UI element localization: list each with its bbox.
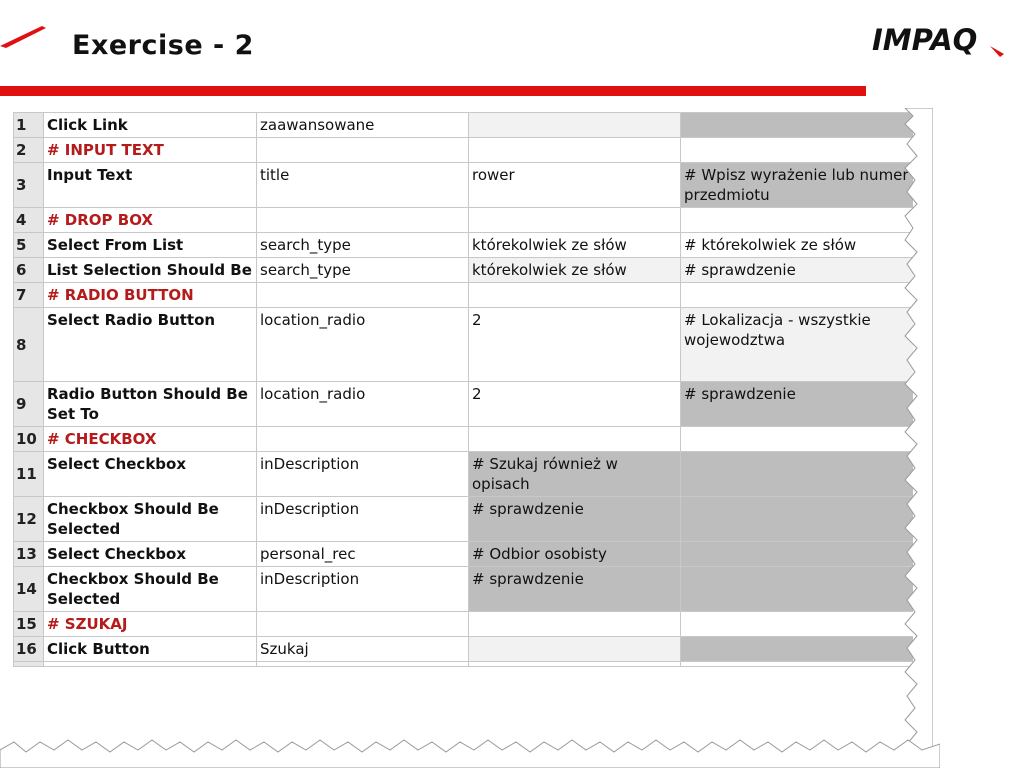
spreadsheet-snippet (13, 112, 913, 752)
section-comment-cell[interactable]: # INPUT TEXT (44, 138, 257, 163)
row-number: 12 (14, 497, 44, 542)
argument-cell[interactable] (469, 208, 681, 233)
keyword-cell[interactable]: Select Checkbox (44, 542, 257, 567)
argument-cell[interactable]: personal_rec (257, 542, 469, 567)
table-row (14, 258, 914, 283)
torn-edge-right (893, 108, 933, 758)
cutoff-cell (257, 662, 469, 667)
argument-cell[interactable] (681, 427, 914, 452)
table-row (14, 113, 914, 138)
section-comment-cell[interactable]: # DROP BOX (44, 208, 257, 233)
row-number: 15 (14, 612, 44, 637)
argument-cell[interactable]: rower (469, 163, 681, 208)
argument-cell[interactable]: inDescription (257, 497, 469, 542)
keyword-cell[interactable]: Input Text (44, 163, 257, 208)
argument-cell[interactable]: którekolwiek ze słów (469, 233, 681, 258)
argument-cell[interactable] (681, 138, 914, 163)
row-number: 8 (14, 308, 44, 382)
table-row (14, 637, 914, 662)
row-number: 6 (14, 258, 44, 283)
argument-cell[interactable]: 2 (469, 308, 681, 382)
row-number: 5 (14, 233, 44, 258)
table-row (14, 542, 914, 567)
table-row (14, 138, 914, 163)
argument-cell[interactable]: search_type (257, 233, 469, 258)
table-row (14, 163, 914, 208)
comment-cell[interactable]: # Szukaj również w opisach (469, 452, 681, 497)
table-row (14, 308, 914, 382)
argument-cell[interactable] (469, 283, 681, 308)
argument-cell[interactable] (681, 542, 914, 567)
argument-cell[interactable] (469, 113, 681, 138)
comment-cell[interactable]: # Lokalizacja - wszystkie wojewodztwa (681, 308, 914, 382)
section-comment-cell[interactable]: # SZUKAJ (44, 612, 257, 637)
keyword-cell[interactable]: Click Link (44, 113, 257, 138)
argument-cell[interactable] (469, 612, 681, 637)
argument-cell[interactable]: Szukaj (257, 637, 469, 662)
argument-cell[interactable]: location_radio (257, 382, 469, 427)
argument-cell[interactable]: search_type (257, 258, 469, 283)
slide-title: Exercise - 2 (72, 30, 254, 61)
table-row (14, 452, 914, 497)
comment-cell[interactable]: # Wpisz wyrażenie lub numer przedmiotu (681, 163, 914, 208)
comment-cell[interactable]: # sprawdzenie (681, 382, 914, 427)
row-number: 3 (14, 163, 44, 208)
table-row (14, 567, 914, 612)
argument-cell[interactable] (681, 208, 914, 233)
row-number: 16 (14, 637, 44, 662)
keyword-cell[interactable]: Checkbox Should Be Selected (44, 567, 257, 612)
argument-cell[interactable]: zaawansowane (257, 113, 469, 138)
row-number-cutoff (14, 662, 44, 667)
row-number: 9 (14, 382, 44, 427)
svg-text:IMPAQ: IMPAQ (872, 23, 978, 57)
argument-cell[interactable] (681, 452, 914, 497)
section-comment-cell[interactable]: # RADIO BUTTON (44, 283, 257, 308)
comment-cell[interactable]: # sprawdzenie (681, 258, 914, 283)
comment-cell[interactable]: # sprawdzenie (469, 497, 681, 542)
table-row (14, 233, 914, 258)
argument-cell[interactable] (469, 637, 681, 662)
comment-cell[interactable]: # Odbior osobisty (469, 542, 681, 567)
row-number: 1 (14, 113, 44, 138)
row-number: 10 (14, 427, 44, 452)
torn-edge-bottom (0, 736, 940, 768)
red-swoosh-icon (0, 20, 50, 50)
comment-cell[interactable]: # sprawdzenie (469, 567, 681, 612)
argument-cell[interactable] (681, 637, 914, 662)
table-row (14, 662, 914, 667)
keyword-cell[interactable]: Select Checkbox (44, 452, 257, 497)
table-row (14, 382, 914, 427)
row-number: 2 (14, 138, 44, 163)
keyword-cell[interactable]: List Selection Should Be (44, 258, 257, 283)
cutoff-cell (681, 662, 914, 667)
argument-cell[interactable] (469, 138, 681, 163)
keyword-cell[interactable]: Radio Button Should Be Set To (44, 382, 257, 427)
title-underline (0, 86, 866, 96)
keyword-cell[interactable]: Select From List (44, 233, 257, 258)
row-number: 7 (14, 283, 44, 308)
argument-cell[interactable]: inDescription (257, 452, 469, 497)
argument-cell[interactable] (681, 567, 914, 612)
row-number: 14 (14, 567, 44, 612)
row-number: 13 (14, 542, 44, 567)
row-number: 4 (14, 208, 44, 233)
keyword-cell[interactable]: Checkbox Should Be Selected (44, 497, 257, 542)
argument-cell[interactable]: inDescription (257, 567, 469, 612)
table-row (14, 208, 914, 233)
argument-cell[interactable]: 2 (469, 382, 681, 427)
table-row (14, 497, 914, 542)
argument-cell[interactable] (681, 612, 914, 637)
comment-cell[interactable]: # którekolwiek ze słów (681, 233, 914, 258)
argument-cell[interactable]: którekolwiek ze słów (469, 258, 681, 283)
argument-cell[interactable] (257, 208, 469, 233)
table-row (14, 283, 914, 308)
argument-cell[interactable] (257, 427, 469, 452)
argument-cell[interactable] (257, 283, 469, 308)
argument-cell[interactable] (681, 283, 914, 308)
table-row (14, 612, 914, 637)
cutoff-cell (44, 662, 257, 667)
section-comment-cell[interactable]: # CHECKBOX (44, 427, 257, 452)
keyword-cell[interactable]: Select Radio Button (44, 308, 257, 382)
impaq-logo (870, 20, 1010, 60)
cutoff-cell (469, 662, 681, 667)
keyword-cell[interactable]: Click Button (44, 637, 257, 662)
row-number: 11 (14, 452, 44, 497)
argument-cell[interactable]: location_radio (257, 308, 469, 382)
argument-cell[interactable] (257, 138, 469, 163)
argument-cell[interactable]: title (257, 163, 469, 208)
argument-cell[interactable] (681, 113, 914, 138)
argument-cell[interactable] (681, 497, 914, 542)
keyword-table (13, 112, 913, 667)
argument-cell[interactable] (257, 612, 469, 637)
argument-cell[interactable] (469, 427, 681, 452)
table-row (14, 427, 914, 452)
